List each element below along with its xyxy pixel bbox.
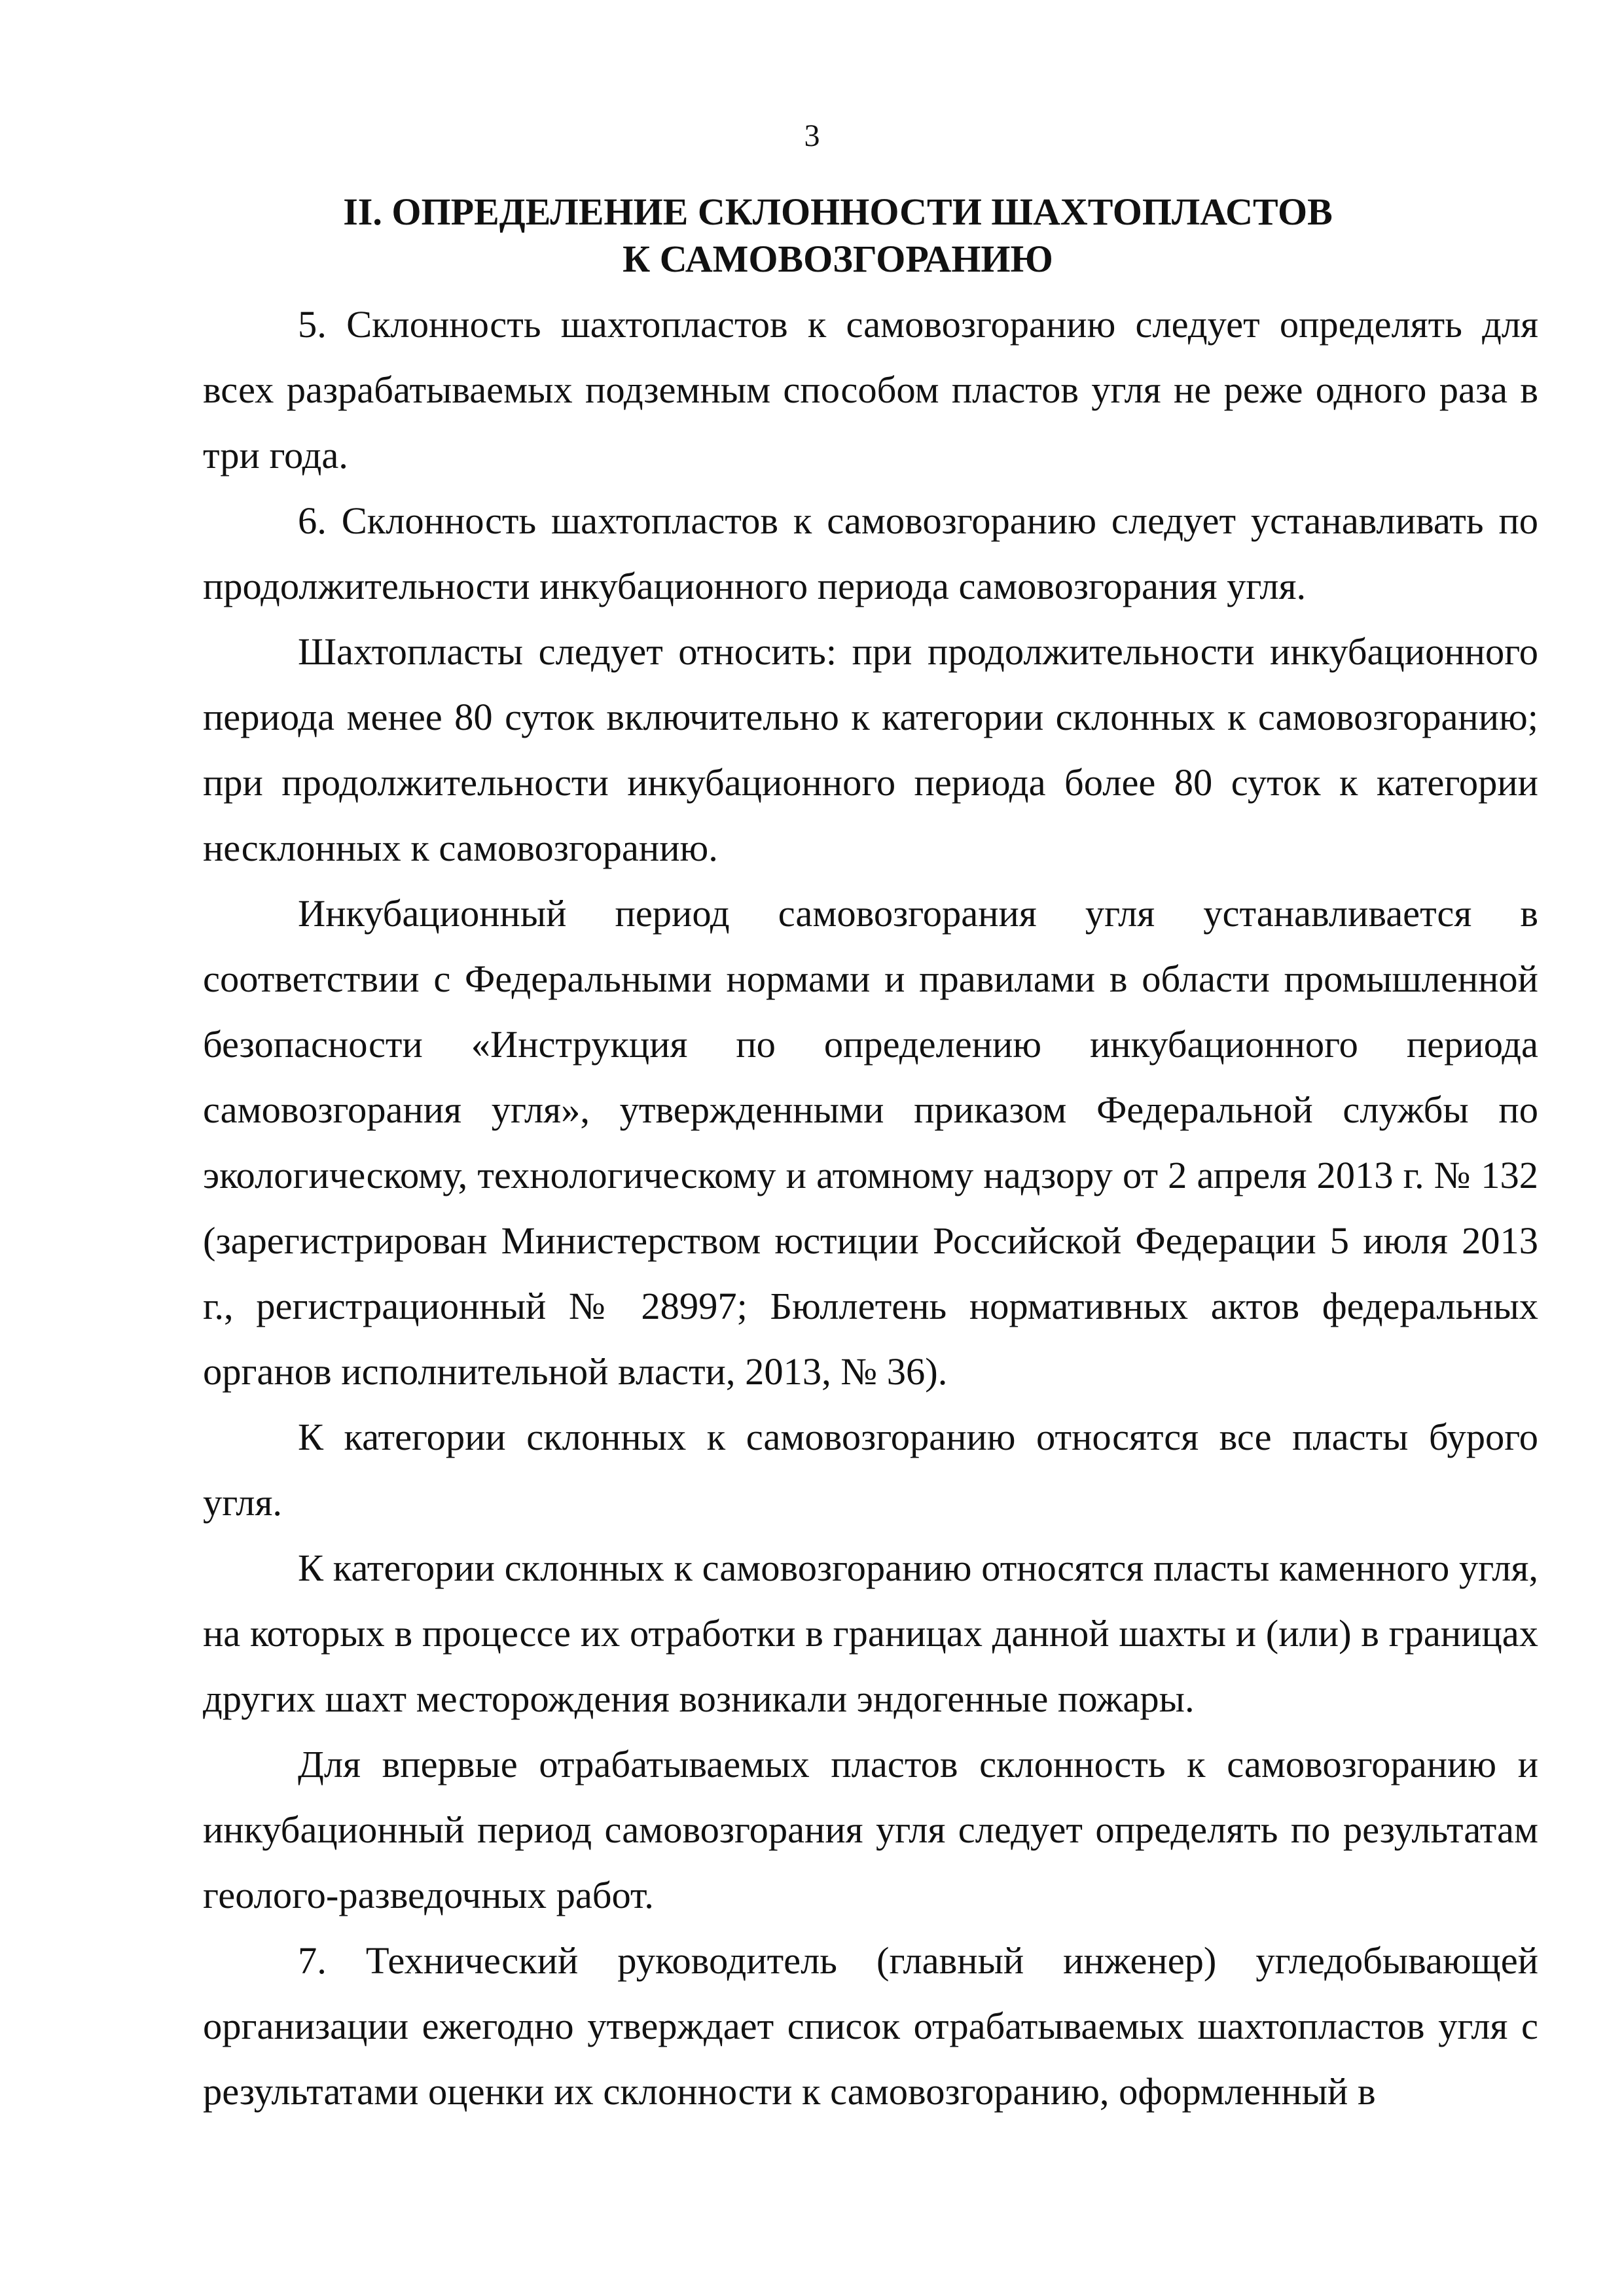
page-number: 3 [804, 118, 820, 153]
section-heading-line-1: II. ОПРЕДЕЛЕНИЕ СКЛОННОСТИ ШАХТОПЛАСТОВ [343, 190, 1333, 233]
paragraph-classification: Шахтопласты следует относить: при продолжительности инкубационного периода менее 80 суток включительно к категории склонных к самовозгоранию; при продолжительности инкубационного периода более 80 суток к категории несклонных к самовозгоранию. [203, 630, 1538, 869]
paragraph-7: 7. Технический руководитель (главный инженер) угледобывающей организации ежегодно утверждает список отрабатываемых шахтопластов угля с результатами оценки их склонности к самовозгоранию, оформленный в [203, 1939, 1538, 2113]
paragraph-hard-coal: К категории склонных к самовозгоранию относятся пласты каменного угля, на которых в процессе их отработки в границах данной шахты и (или) в границах других шахт месторождения возникали эндогенные пожары. [203, 1547, 1538, 1720]
section-heading-line-2: К САМОВОЗГОРАНИЮ [623, 238, 1053, 280]
paragraph-incubation-period: Инкубационный период самовозгорания угля устанавливается в соответствии с Федеральными нормами и правилами в области промышленной безопасности «Инструкция по определению инкубационного периода самовозгорания угля», утвержденными приказом Федеральной службы по экологическому, технологическому и атомному надзору от 2 апреля 2013 г. № 132 (зарегистрирован Министерством юстиции Российской Федерации 5 июля 2013 г., регистрационный № 28997; Бюллетень нормативных актов федеральных органов исполнительной власти, 2013, № 36). [203, 892, 1538, 1393]
section-heading [196, 188, 1479, 283]
paragraph-6: 6. Склонность шахтопластов к самовозгоранию следует устанавливать по продолжительности инкубационного периода самовозгорания угля. [203, 499, 1538, 607]
paragraph-brown-coal: К категории склонных к самовозгоранию относятся все пласты бурого угля. [203, 1416, 1538, 1524]
body-text [203, 292, 1538, 2125]
paragraph-5: 5. Склонность шахтопластов к самовозгоранию следует определять для всех разрабатываемых подземным способом пластов угля не реже одного раза в три года. [203, 303, 1538, 476]
paragraph-new-seams: Для впервые отрабатываемых пластов склонность к самовозгоранию и инкубационный период самовозгорания угля следует определять по результатам геолого-разведочных работ. [203, 1743, 1538, 1916]
